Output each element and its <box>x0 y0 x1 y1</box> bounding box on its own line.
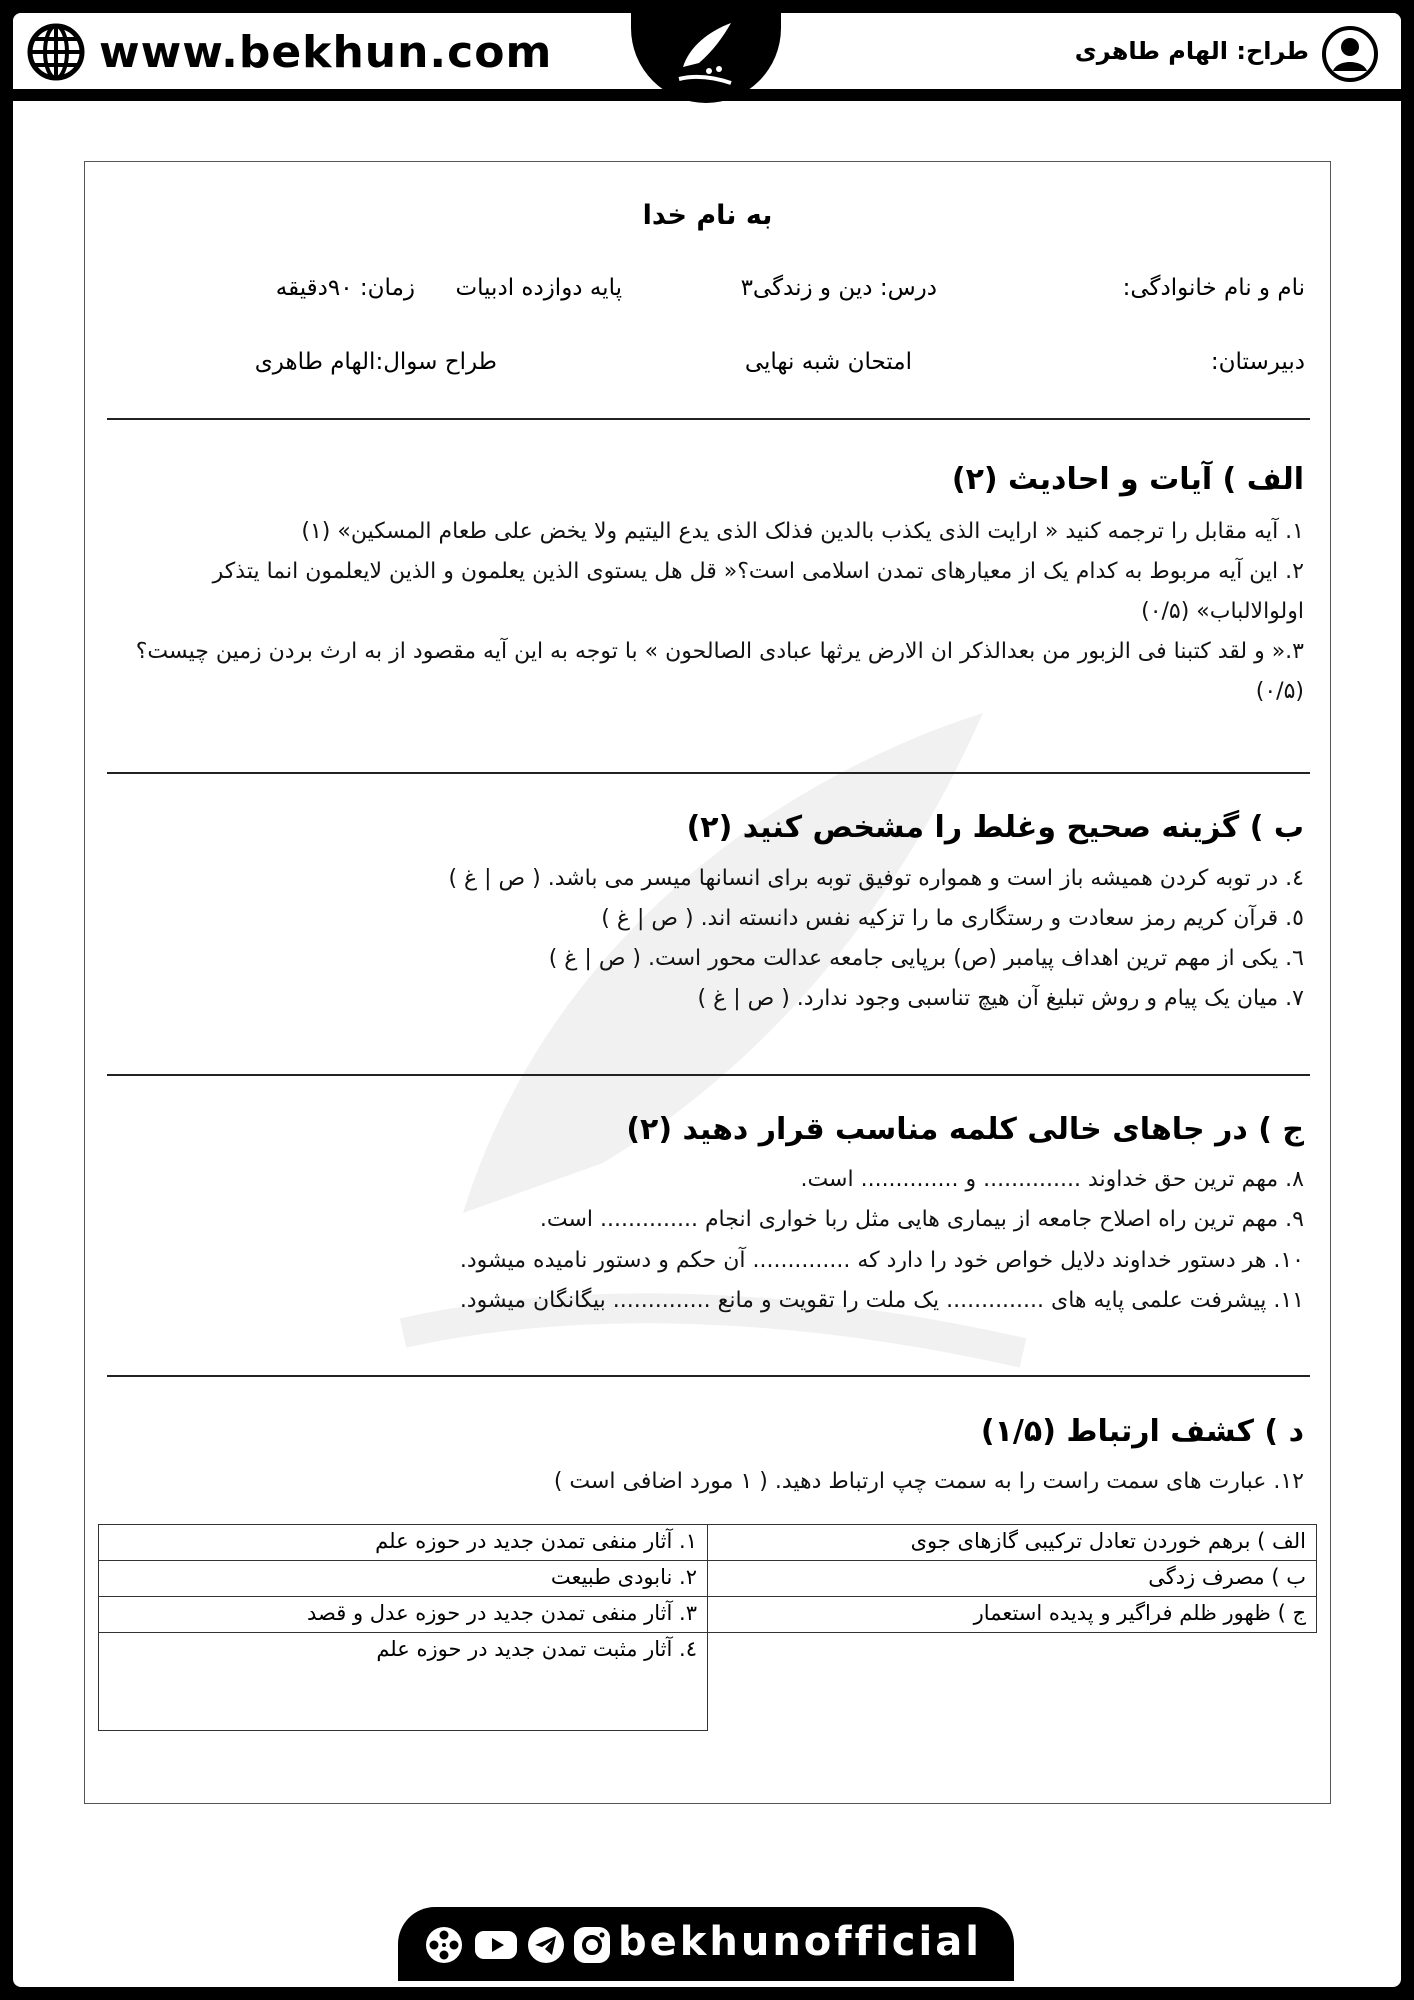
question-11: ۱۱. پیشرفت علمی پایه های .............. یک ملت را تقویت و مانع .............. بیگانگان میشود. <box>459 1288 1304 1313</box>
section-c-title: ج ) در جاهای خالی کلمه مناسب قرار دهید (۲) <box>626 1112 1304 1147</box>
divider <box>107 1375 1310 1377</box>
question-3: ۳.« و لقد کتبنا فی الزبور من بعدالذکر ان الارض یرثها عبادی الصالحون » با توجه به این آیه مقصود از به ارث بردن زمین چیست؟ (۰/۵) <box>135 639 1304 704</box>
time-label: زمان: ۹۰دقیقه <box>275 275 415 301</box>
divider <box>107 418 1310 420</box>
instagram-icon[interactable] <box>572 1925 612 1965</box>
question-designer-label: طراح سوال:الهام طاهری <box>254 349 497 375</box>
school-label: دبیرستان: <box>1210 349 1305 375</box>
section-b-title: ب ) گزینه صحیح وغلط را مشخص کنید (۲) <box>686 810 1304 845</box>
question-6: ٦. یکی از مهم ترین اهداف پیامبر (ص) برپایی جامعه عدالت محور است. ( ص | غ ) <box>548 946 1304 971</box>
page <box>13 13 1401 1987</box>
match-left-item: ۳. آثار منفی تمدن جدید در حوزه عدل و قصد <box>98 1596 708 1633</box>
question-12: ۱۲. عبارت های سمت راست را به سمت چپ ارتباط دهید. ( ۱ مورد اضافی است ) <box>553 1469 1304 1494</box>
question-5: ٥. قرآن کریم رمز سعادت و رستگاری ما را تزکیه نفس دانسته اند. ( ص | غ ) <box>601 906 1304 931</box>
match-right-item: ب ) مصرف زدگی <box>707 1560 1317 1597</box>
question-7: ۷. میان یک پیام و روش تبلیغ آن هیچ تناسبی وجود ندارد. ( ص | غ ) <box>697 986 1304 1011</box>
designer-label: طراح: الهام طاهری <box>1074 37 1309 65</box>
exam-type-label: امتحان شبه نهایی <box>744 349 912 375</box>
header-divider <box>13 89 1401 101</box>
grade-label: پایه دوازده ادبیات <box>455 275 622 301</box>
header <box>13 13 1401 89</box>
film-reel-icon[interactable] <box>424 1925 464 1965</box>
section-d-title: د ) کشف ارتباط (۱/۵) <box>980 1414 1304 1449</box>
website-link[interactable]: www.bekhun.com <box>99 27 553 78</box>
user-avatar-icon <box>1321 25 1379 83</box>
question-8: ۸. مهم ترین حق خداوند .............. و .............. است. <box>800 1167 1304 1192</box>
youtube-icon[interactable] <box>474 1925 518 1965</box>
match-right-item: ج ) ظهور ظلم فراگیر و پدیده استعمار <box>707 1596 1317 1633</box>
social-handle[interactable]: bekhunofficial <box>618 1919 982 1965</box>
match-right-item: الف ) برهم خوردن تعادل ترکیبی گازهای جوی <box>707 1524 1317 1561</box>
question-10: ۱۰. هر دستور خداوند دلایل خواص خود را دارد که .............. آن حکم و دستور نامیده میشود. <box>459 1248 1304 1273</box>
match-left-item: ۲. نابودی طبیعت <box>98 1560 708 1597</box>
divider <box>107 1074 1310 1076</box>
social-footer <box>398 1907 1014 1981</box>
question-9: ۹. مهم ترین راه اصلاح جامعه از بیماری هایی مثل ربا خواری انجام .............. است. <box>539 1207 1304 1232</box>
globe-icon <box>27 23 85 81</box>
question-1: ۱. آیه مقابل را ترجمه کنید « ارایت الذی یکذب بالدین فذلک الذی یدع الیتیم ولا یخض علی طعام المسکین» (۱) <box>301 519 1304 544</box>
telegram-icon[interactable] <box>526 1925 566 1965</box>
question-2: ۲. این آیه مربوط به کدام یک از معیارهای تمدن اسلامی است؟« قل هل یستوی الذین یعلمون و الذین لایعلمون انما یتذکر اولوالالباب» (۰/۵) <box>212 559 1304 624</box>
bekhun-logo-icon <box>669 17 743 91</box>
exam-title: به نام خدا <box>642 200 773 231</box>
section-a-title: الف ) آیات و احادیث (۲) <box>951 462 1304 497</box>
course-label: درس: دین و زندگی۳ <box>740 275 937 301</box>
exam-sheet <box>84 161 1331 1804</box>
matching-table <box>98 1524 1317 1734</box>
name-label: نام و نام خانوادگی: <box>1122 275 1305 301</box>
question-4: ٤. در توبه کردن همیشه باز است و همواره توفیق توبه برای انسانها میسر می باشد. ( ص | غ ) <box>448 866 1304 891</box>
match-left-item: ٤. آثار مثبت تمدن جدید در حوزه علم <box>98 1632 708 1731</box>
match-left-item: ۱. آثار منفی تمدن جدید در حوزه علم <box>98 1524 708 1561</box>
divider <box>107 772 1310 774</box>
